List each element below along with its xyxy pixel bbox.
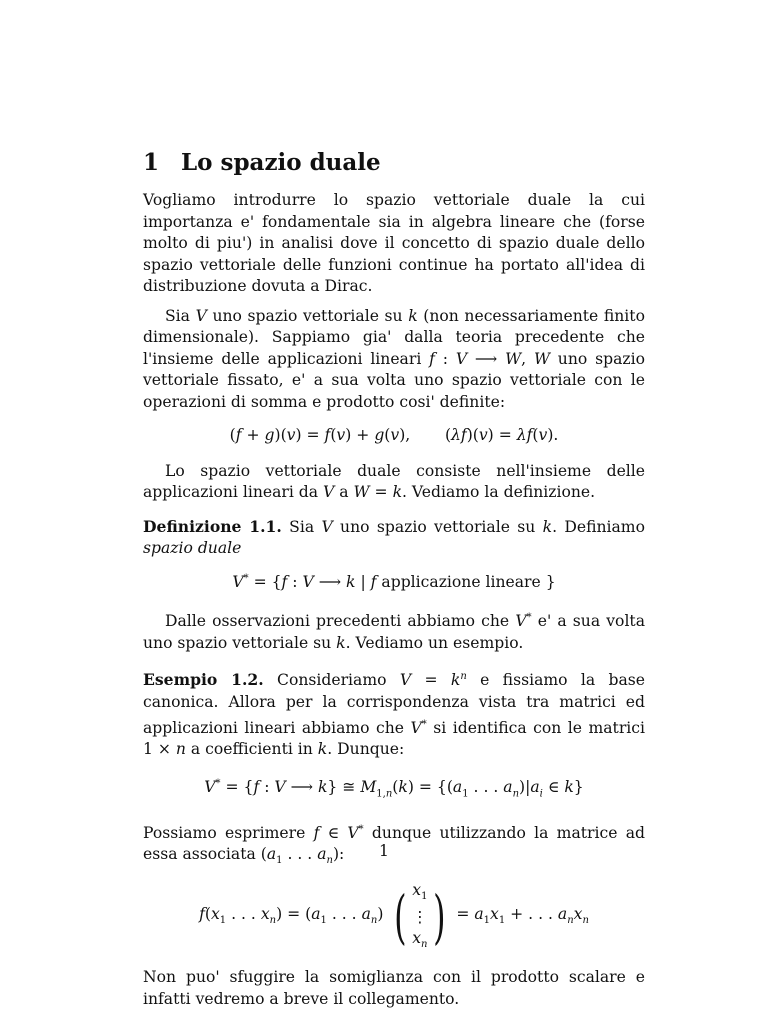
equation-matrix-product: $f(x_1$ . . . $x_n) = (a_1$ . . . $a_n$) ( $x_1$ ⋮ $x_n$ ) = $a_1x_1$ + . . . $a_nx_n$ (199, 880, 589, 952)
paragraph-duale: Lo spazio vettoriale duale consiste nell'insieme delle applicazioni lineari da V a W = k. Vediamo la definizione. (143, 461, 645, 501)
section-heading (143, 148, 645, 178)
example-block: Esempio 1.2. Consideriamo $V = k^n$ e fissiamo la base canonica. Allora per la corrispondenza vista tra matrici ed applicazioni lineari abbiamo che V* si identifica con le matrici 1 × n a coefficienti in k. Dunque: (143, 670, 645, 759)
page-number: 1 (379, 842, 389, 860)
paragraph-esprimere: Possiamo esprimere f ∈ V* dunque utilizzando la matrice ad essa associata ($a_1$ . . . $a_n$): (143, 823, 645, 867)
equation-dual-definition: V* = {f : V ⟶ k | f applicazione lineare } (232, 572, 556, 591)
paragraph-intro: Vogliamo introdurre lo spazio vettoriale duale la cui importanza e' fondamentale sia in algebra lineare che (forse molto di piu') in analisi dove il concetto di spazio duale dello spazio vettoriale delle funzioni continue ha portato all'idea di distribuzione dovuta a Dirac. (143, 191, 645, 295)
section-title: Lo spazio duale (181, 149, 381, 176)
paragraph-osservazioni: Dalle osservazioni precedenti abbiamo che V* e' a sua volta uno spazio vettoriale su k. Vediamo un esempio. (143, 612, 645, 652)
equation-matrix-iso: V* = {f : V ⟶ k} ≅ $M_{1,n}(k) = \{(a_1$ . . . $a_n)|a_i$ ∈ k} (204, 777, 584, 800)
definition-block: Definizione 1.1. Sia V uno spazio vettoriale su k. Definiamo spazio duale (143, 516, 645, 557)
paragraph-conclusion: Non puo' sfuggire la somiglianza con il prodotto scalare e infatti vedremo a breve il collegamento. (143, 968, 645, 1008)
equation-operations: (f + g)(v) = f(v) + g(v), (λf)(v) = λf(v). (229, 426, 559, 444)
section-number: 1 (143, 149, 160, 176)
paragraph-sia: Sia V uno spazio vettoriale su k (non necessariamente finito dimensionale). Sappiamo gia' dalla teoria precedente che l'insieme delle applicazioni lineari f : V ⟶ W, W uno spazio vettoriale fissato, e' a sua volta uno spazio vettoriale con le operazioni di somma e prodotto cosi' definite: (143, 306, 645, 411)
document-page (143, 148, 645, 1018)
